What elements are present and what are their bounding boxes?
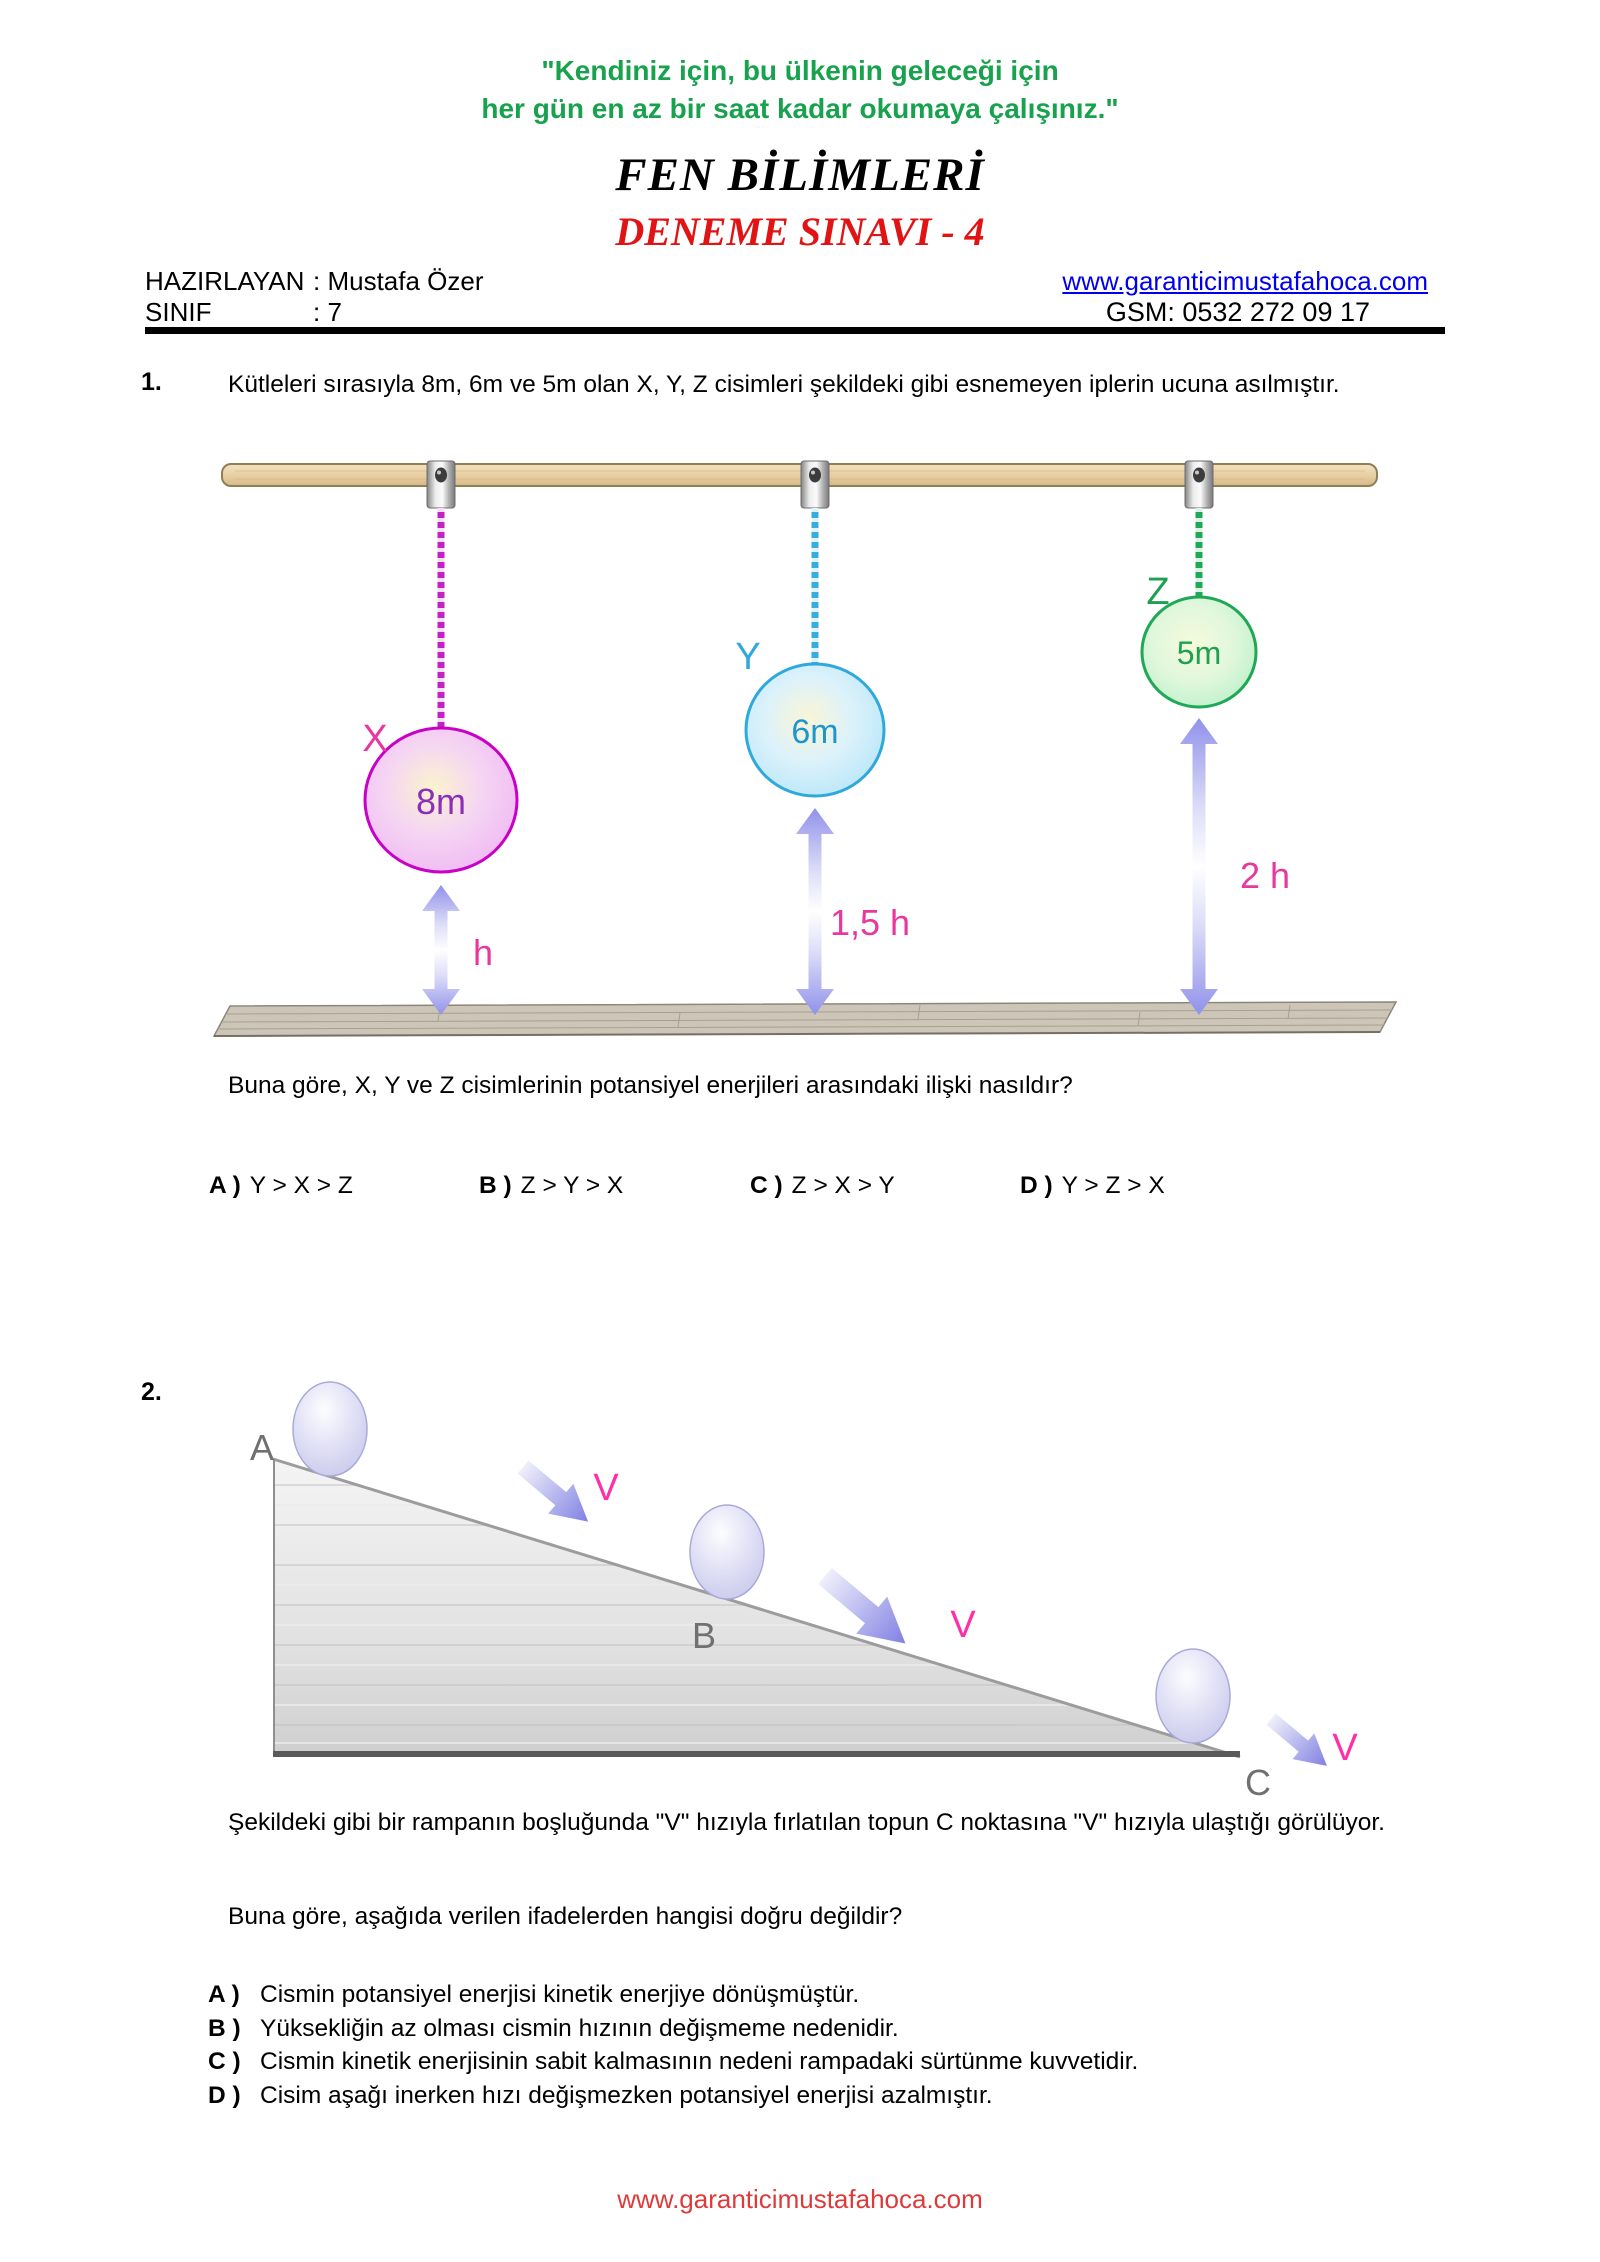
clamp-z-icon: [1185, 461, 1213, 508]
prepared-by-row: [145, 266, 484, 297]
velocity-label-2: V: [950, 1604, 976, 1646]
point-c-label: C: [1245, 1762, 1271, 1803]
ball-z-mass: 5m: [1176, 635, 1222, 671]
ball-z-label: Z: [1146, 571, 1170, 613]
quote-line-2: her gün en az bir saat kadar okumaya çalışınız.": [481, 93, 1119, 124]
grade-row: [145, 297, 484, 328]
clamp-y-icon: [801, 461, 829, 508]
velocity-label-1: V: [593, 1467, 619, 1509]
ball-x-label: X: [362, 718, 388, 760]
height-x-label: h: [473, 932, 494, 973]
grade-value: : 7: [313, 297, 342, 327]
page-subtitle: DENEME SINAVI - 4: [615, 209, 985, 254]
ball-b: [690, 1505, 764, 1599]
gsm-number: GSM: 0532 272 09 17: [1105, 297, 1370, 327]
height-y-label: 1,5 h: [830, 902, 911, 943]
exam-info: [145, 266, 484, 328]
question2-option-d: D ) Cisim aşağı inerken hızı değişmezken potansiyel enerjisi azalmıştır.: [208, 2081, 993, 2109]
ramp: [273, 1459, 1240, 1757]
point-b-label: B: [691, 1615, 717, 1656]
page-title: FEN BİLİMLERİ: [615, 149, 985, 201]
question1-option-d: D ) Y > Z > X: [1020, 1172, 1165, 1199]
question1-prompt: Buna göre, X, Y ve Z cisimlerinin potansiyel enerjileri arasındaki ilişki nasıldır?: [228, 1072, 1073, 1099]
question2-options: [208, 1978, 1508, 2112]
ball-x-mass: 8m: [415, 781, 467, 822]
height-arrow-y: [796, 808, 834, 1015]
prepared-by-value: : Mustafa Özer: [313, 266, 484, 296]
question1-number: 1.: [141, 368, 162, 396]
ball-c: [1156, 1649, 1230, 1743]
question1-option-b: B ) Z > Y > X: [479, 1172, 624, 1199]
velocity-arrow-1: [510, 1452, 600, 1537]
ball-y-label: Y: [735, 636, 761, 678]
height-arrow-z: [1180, 718, 1218, 1015]
question2-option-c: C ) Cismin kinetik enerjisinin sabit kalmasının nedeni rampadaki sürtünme kuvvetidir.: [208, 2048, 1139, 2075]
velocity-arrow-3: [1260, 1706, 1338, 1779]
motivational-quote: [0, 52, 1600, 128]
website-link[interactable]: www.garanticimustafahoca.com: [1062, 266, 1428, 296]
question1-option-a: A ) Y > X > Z: [209, 1172, 353, 1199]
floor: [214, 1002, 1396, 1036]
grade-label: SINIF: [145, 297, 212, 327]
question2-prompt: Buna göre, aşağıda verilen ifadelerden hangisi doğru değildir?: [228, 1903, 903, 1930]
clamp-x-icon: [427, 461, 455, 508]
quote-line-1: "Kendiniz için, bu ülkenin geleceği için: [541, 55, 1059, 86]
question1-options: [0, 1172, 1600, 1212]
velocity-label-3: V: [1332, 1727, 1358, 1769]
question2-figure: [140, 1375, 1460, 1820]
ball-a: [293, 1382, 367, 1476]
prepared-by-label: HAZIRLAYAN: [145, 266, 305, 296]
question2-intro: Şekildeki gibi bir rampanın boşluğunda "V" hızıyla fırlatılan topun C noktasına "V" hızıyla ulaştığı görülüyor.: [228, 1809, 1385, 1836]
question1-intro: Kütleleri sırasıyla 8m, 6m ve 5m olan X, Y, Z cisimleri şekildeki gibi esnemeyen iplerin ucuna asılmıştır.: [228, 371, 1340, 398]
question2-option-b: B ) Yüksekliğin az olması cismin hızının değişmeme nedenidir.: [208, 2014, 899, 2042]
footer-website-link[interactable]: www.garanticimustafahoca.com: [617, 2184, 983, 2214]
ball-y-mass: 6m: [791, 713, 839, 751]
question2-number: 2.: [141, 1378, 162, 1406]
height-arrow-x: [422, 885, 460, 1015]
question1-option-c: C ) Z > X > Y: [750, 1172, 895, 1199]
question2-option-a: A ) Cismin potansiyel enerjisi kinetik enerjiye dönüşmüştür.: [208, 1981, 860, 2008]
point-a-label: A: [249, 1427, 275, 1468]
height-z-label: 2 h: [1240, 855, 1291, 896]
contact-info: [1062, 266, 1428, 328]
question1-figure: [140, 455, 1460, 1065]
header-divider: [145, 327, 1445, 334]
